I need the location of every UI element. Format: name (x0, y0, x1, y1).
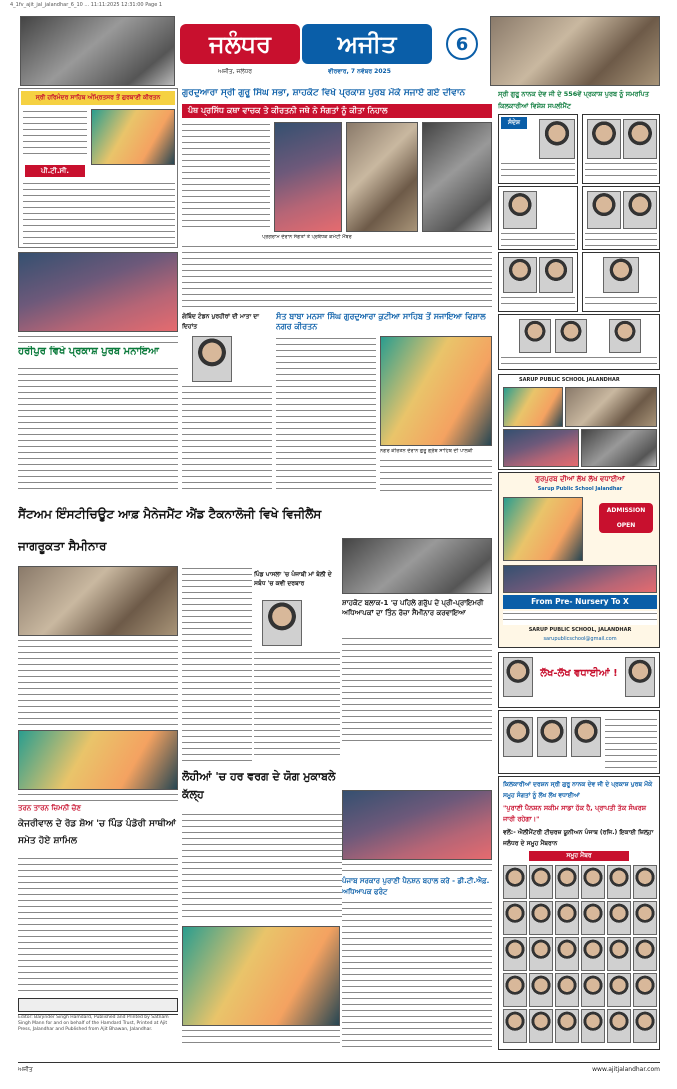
member-portrait (529, 1009, 553, 1043)
school-footer: SARUP PUBLIC SCHOOL, JALANDHAR (528, 627, 632, 633)
headline-kejriwal: ਕੇਜਰੀਵਾਲ ਦੇ ਰੋਡ ਸ਼ੋਅ 'ਚ ਪਿੰਡ ਪੰਡੋਰੀ ਸਾਥੀਆਂ ਸਮੇਤ ਹੋਏ ਸ਼ਾਮਿਲ (18, 819, 176, 846)
greeting-portrait (603, 257, 639, 293)
greeting-portrait (519, 319, 551, 353)
headline-obituary: ਗੋਬਿੰਦ ਟੰਡਨ ਪੁਰਹੀਰਾਂ ਦੀ ਮਾਤਾ ਦਾ ਦਿਹਾਂਤ (182, 313, 259, 330)
page-number: 6 (446, 28, 478, 60)
diwan-caption: ਪ੍ਰੋਗਰਾਮ ਦੌਰਾਨ ਸੰਗਤਾਂ ਤੇ ਪ੍ਰਬੰਧਕ ਕਮੇਟੀ ਮੈਂਬਰ (262, 234, 352, 240)
school-banner-photo (503, 565, 657, 593)
headline-pension: ਪੰਜਾਬ ਸਰਕਾਰ ਪੁਰਾਣੀ ਪੈਨਸ਼ਨ ਬਹਾਲ ਕਰੇ - ਡੀ.ਟੀ.ਐਫ਼. ਅਧਿਆਪਕ ਫਰੰਟ (342, 877, 490, 896)
obituary-body (182, 384, 272, 494)
diwan-photo-2 (346, 122, 418, 232)
greeting-card-3 (498, 186, 578, 250)
kicker-tarn-taran: ਤਰਨ ਤਾਰਨ ਜ਼ਿਮਨੀ ਚੋਣ (18, 804, 81, 812)
pension-slogan: "ਪੁਰਾਣੀ ਪੈਨਸ਼ਨ ਸਕੀਮ ਸਾਡਾ ਹੱਕ ਹੈ, ਪ੍ਰਾਪਤੀ ਤੱਕ ਸੰਘਰਸ਼ ਜਾਰੀ ਰਹੇਗਾ।" (503, 804, 647, 823)
school-photo-1 (503, 387, 563, 427)
school-address (503, 611, 657, 625)
greeting-text (501, 295, 575, 309)
member-portrait (581, 865, 605, 899)
greeting-portrait (503, 257, 537, 293)
member-portrait (555, 1009, 579, 1043)
member-portrait (529, 901, 553, 935)
diwan-body-1 (182, 122, 270, 232)
obituary-portrait (192, 336, 232, 382)
union-band: ਸਮੂਹ ਮੈਂਬਰ (529, 851, 629, 861)
member-portrait (581, 1009, 605, 1043)
kejriwal-body (18, 856, 178, 996)
small-notice (18, 998, 178, 1012)
school-greeting-header: ਗੁਰਪੁਰਬ ਦੀਆਂ ਲੱਖ ਲੱਖ ਵਧਾਈਆਂ (535, 475, 625, 483)
ptc-badge: ਪੀ.ਟੀ.ਸੀ. (25, 165, 85, 177)
group-caption (182, 1028, 340, 1048)
member-portrait (529, 937, 553, 971)
member-portrait (503, 865, 527, 899)
seminar-photo (18, 566, 178, 636)
union-title: ਵਲੋਂ:- ਐਲੀਮੈਂਟਰੀ ਟੀਚਰਜ਼ ਯੂਨੀਅਨ ਪੰਜਾਬ (ਰਜਿ.) ਇਕਾਈ ਜ਼ਿਲ੍ਹਾ ਜਲੰਧਰ ਦੇ ਸਮੂਹ ਮੈਂਬਰਾਨ (503, 829, 654, 847)
school-photo-4 (581, 429, 657, 467)
school-photo-2 (565, 387, 657, 427)
school-name: SARUP PUBLIC SCHOOL JALANDHAR (519, 377, 620, 383)
union-member-grid (503, 865, 657, 1045)
nagar-body (276, 336, 376, 494)
ptc-ad-text (23, 109, 87, 159)
union-notice: ਕਿਲਕਾਰੀਆਂ ਦਰਸ਼ਨ ਸ੍ਰੀ ਗੁਰੂ ਨਾਨਕ ਦੇਵ ਜੀ ਦੇ ਪ੍ਰਕਾਸ਼ ਪੁਰਬ ਮੌਕੇ ਸਮੂਹ ਸੰਗਤਾਂ ਨੂੰ ਲੱਖ ਲੱਖ ਵਧਾਈਆਂ (503, 781, 653, 799)
pension-meeting-photo (342, 790, 492, 860)
school-photo-3 (503, 429, 579, 467)
headline-haripur: ਹਰੀਪੁਰ ਵਿਖੇ ਪ੍ਰਕਾਸ਼ ਪੁਰਬ ਮਨਾਇਆ (18, 346, 159, 357)
officials-text (605, 717, 657, 769)
headline-supplement: ਸ੍ਰੀ ਗੁਰੂ ਨਾਨਕ ਦੇਵ ਜੀ ਦੇ 556ਵੇਂ ਪ੍ਰਕਾਸ਼ ਪੁਰਬ ਨੂੰ ਸਮਰਪਿਤ ਕਿਲਕਾਰੀਆਂ ਵਿਸ਼ੇਸ਼ ਸਪਲੀਮੈਂਟ (498, 90, 649, 110)
greeting-card-1 (498, 114, 578, 184)
officials-ad (498, 710, 660, 774)
greeting-card-2 (582, 114, 660, 184)
member-portrait (555, 937, 579, 971)
greeting-text (585, 295, 657, 309)
pension-body (342, 900, 492, 1050)
masthead-building-photo-right (490, 16, 660, 86)
imprint: Editor: Barjinder Singh Hamdard, Published and Printed by Satnam Singh Mann for and on behalf of the Hamdard Trust, Printed at Ajit Press, Jalandhar and Published from Ajit Bhawan, Jalandhar. (18, 1014, 178, 1058)
masthead (178, 18, 488, 84)
member-portrait (607, 901, 631, 935)
group-photo-bottom (182, 926, 340, 1026)
member-portrait (607, 1009, 631, 1043)
member-portrait (633, 865, 657, 899)
masthead-date: ਵੀਰਵਾਰ, 7 ਨਵੰਬਰ 2025 (328, 68, 391, 75)
union-ad (498, 776, 660, 1050)
greeting-portrait (539, 119, 575, 159)
member-portrait (581, 973, 605, 1007)
greeting-portrait (609, 319, 641, 353)
ptc-ad-title: ਸ੍ਰੀ ਹਰਿਮੰਦਰ ਸਾਹਿਬ ਅੰਮ੍ਰਿਤਸਰ ਤੋਂ ਗੁਰਬਾਣੀ ਕੀਰਤਨ (21, 91, 175, 105)
headline-lohian-sports: ਲੋਹੀਆਂ 'ਚ ਹਰ ਵਰਗ ਦੇ ਯੋਗ ਮੁਕਾਬਲੇ ਕੱਲ੍ਹ (182, 770, 336, 801)
greeting-portrait (623, 119, 657, 159)
member-portrait (607, 865, 631, 899)
red-banner: ਪੰਥ ਪ੍ਰਸਿੱਧ ਕਥਾ ਵਾਚਕ ਤੇ ਕੀਰਤਨੀ ਜਥੇ ਨੇ ਸੰਗਤਾਂ ਨੂੰ ਕੀਤਾ ਨਿਹਾਲ (182, 104, 492, 118)
headline-kavi-darbar: ਪਿੰਡ ਪਾਸਲਾ 'ਚ ਪੰਜਾਬੀ ਮਾਂ ਬੋਲੀ ਦੇ ਸਬੰਧ 'ਚ ਕਵੀ ਦਰਬਾਰ (254, 571, 332, 587)
member-portrait (633, 973, 657, 1007)
greeting-portrait (623, 191, 657, 229)
ptc-ad (18, 88, 178, 248)
greeting-portrait (503, 191, 537, 229)
member-portrait (503, 937, 527, 971)
kavi-portrait (262, 600, 302, 646)
file-info: 4_1fv_ajit_jal_jalandhar_6_10 ... 11:11:2025 12:31:00 Page 1 (10, 2, 163, 8)
member-portrait (529, 865, 553, 899)
footer-right: www.ajitjalandhar.com (592, 1066, 660, 1073)
masthead-logo-left: ਜਲੰਧਰ (180, 24, 300, 64)
ragi-caption (18, 334, 178, 344)
greeting-portrait (539, 257, 573, 293)
roadshow-caption (18, 792, 178, 802)
greeting-text (585, 161, 657, 181)
roadshow-photo (18, 730, 178, 790)
seminar-body-2 (182, 566, 252, 766)
golden-temple-photo (91, 109, 175, 165)
ad-portrait (537, 717, 567, 757)
greeting-card-5 (498, 252, 578, 312)
diwan-photo-3 (422, 122, 492, 232)
greeting-portrait (587, 191, 621, 229)
nagar-kirtan-photo (380, 336, 492, 446)
sports-body (182, 812, 342, 922)
admission-badge: ADMISSION OPEN (599, 503, 653, 533)
footer-rule (18, 1062, 660, 1063)
member-portrait (581, 937, 605, 971)
greeting-text (501, 355, 657, 367)
masthead-logo-right: ਅਜੀਤ (302, 24, 432, 64)
ad-portrait (625, 657, 655, 697)
lakh-vadhaiyan-title: ਲੱਖ-ਲੱਖ ਵਧਾਈਆਂ ! (540, 668, 618, 679)
member-portrait (633, 901, 657, 935)
greeting-label: ਸੰਦੇਸ਼ (501, 117, 527, 129)
pension-caption (342, 862, 492, 872)
diwan-body-2 (182, 244, 492, 308)
preprimary-body (342, 636, 492, 746)
masthead-building-photo-left (20, 16, 175, 86)
ad-portrait (571, 717, 601, 757)
greeting-card-7 (498, 314, 660, 370)
nursery-banner: From Pre- Nursery To X (503, 595, 657, 609)
diwan-photo-1 (274, 122, 342, 232)
kavi-body (254, 650, 340, 760)
masthead-sub: ਅਜੀਤ, ਜਲੰਧਰ (218, 68, 253, 75)
member-portrait (555, 973, 579, 1007)
member-portrait (555, 901, 579, 935)
headline-shahkot-diwan: ਗੁਰਦੁਆਰਾ ਸ੍ਰੀ ਗੁਰੂ ਸਿੰਘ ਸਭਾ, ਸ਼ਾਹਕੋਟ ਵਿਖੇ ਪ੍ਰਕਾਸ਼ ਪੁਰਬ ਮੌਕੇ ਸਜਾਏ ਗਏ ਦੀਵਾਨ (182, 88, 466, 98)
school-ad-top (498, 374, 660, 470)
greeting-card-4 (582, 186, 660, 250)
nagar-body-2 (380, 458, 492, 494)
kavi-darbar-photo (342, 538, 492, 594)
school-kids-photo (503, 497, 583, 561)
lakh-vadhaiyan-ad (498, 652, 660, 708)
member-portrait (529, 973, 553, 1007)
nagar-caption: ਨਗਰ ਕੀਰਤਨ ਦੌਰਾਨ ਗੁਰੂ ਗ੍ਰੰਥ ਸਾਹਿਬ ਦੀ ਪਾਲਕੀ (380, 448, 473, 454)
greeting-portrait (555, 319, 587, 353)
seminar-body (18, 638, 178, 728)
greeting-text (585, 231, 657, 247)
ragi-jatha-photo (18, 252, 178, 332)
school-ad (498, 472, 660, 648)
greeting-text (501, 231, 575, 247)
ptc-ad-body (23, 181, 175, 245)
member-portrait (581, 901, 605, 935)
member-portrait (633, 937, 657, 971)
greeting-text (501, 161, 575, 181)
headline-preprimary: ਸ਼ਾਹਕੋਟ ਬਲਾਕ-1 'ਚ ਪਹਿਲੇ ਗਰੁੱਪ ਦੇ ਪ੍ਰੀ-ਪ੍ਰਾਇਮਰੀ ਅਧਿਆਪਕਾਂ ਦਾ ਤਿੰਨ ਰੋਜ਼ਾ ਸੈਮੀਨਾਰ ਕਰਵਾਇਆ (342, 599, 484, 617)
member-portrait (607, 973, 631, 1007)
member-portrait (503, 973, 527, 1007)
ad-portrait (503, 657, 533, 697)
member-portrait (503, 1009, 527, 1043)
greeting-portrait (587, 119, 621, 159)
member-portrait (633, 1009, 657, 1043)
school-sub: Sarup Public School Jalandhar (537, 486, 623, 492)
headline-seminar: ਸੈਂਟਅਮ ਇੰਸਟੀਚਿਊਟ ਆਫ਼ ਮੈਨੇਜਮੈਂਟ ਐਂਡ ਟੈਕਨਾਲੋਜੀ ਵਿਖੇ ਵਿਜੀਲੈਂਸ ਜਾਗਰੂਕਤਾ ਸੈਮੀਨਾਰ (18, 507, 322, 553)
member-portrait (555, 865, 579, 899)
greeting-card-6 (582, 252, 660, 312)
school-email: sarupublicschool@gmail.com (543, 636, 617, 642)
member-portrait (607, 937, 631, 971)
haripur-body (18, 366, 178, 494)
headline-nagar-kirtan: ਸੰਤ ਬਾਬਾ ਮਨਸਾ ਸਿੰਘ ਗੁਰਦੁਆਰਾ ਕੁਟੀਆ ਸਾਹਿਬ ਤੋਂ ਸਜਾਇਆ ਵਿਸ਼ਾਲ ਨਗਰ ਕੀਰਤਨ (276, 312, 486, 331)
headline-seminar-box (18, 498, 348, 564)
ad-portrait (503, 717, 533, 757)
footer-left: ਅਜੀਤ (18, 1066, 33, 1073)
member-portrait (503, 901, 527, 935)
